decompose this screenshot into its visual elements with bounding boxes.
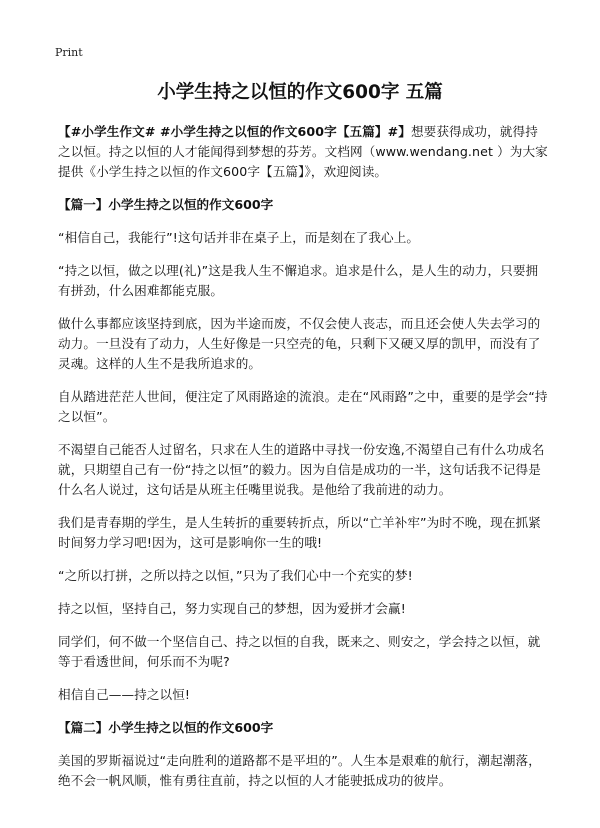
paragraph: 持之以恒，坚持自己，努力实现自己的梦想，因为爱拼才会赢! (58, 601, 406, 616)
paragraph: “之所以打拼，之所以持之以恒，”只为了我们心中一个充实的梦! (58, 568, 413, 583)
paragraph: 相信自己——持之以恒! (58, 687, 191, 702)
print-label[interactable]: Print (55, 46, 83, 59)
paragraph: 同学们，何不做一个坚信自己、持之以恒的自我，既来之、则安之，学会持之以恒，就等于看透世间，何乐而不为呢? (58, 634, 541, 669)
intro-paragraph (58, 122, 550, 182)
paragraph: 自从踏进茫茫人世间，便注定了风雨路途的流浪。走在“风雨路”之中，重要的是学会“持之以恒”。 (58, 389, 548, 424)
paragraph: 不渴望自己能否人过留名，只求在人生的道路中寻找一份安逸,不渴望自己有什么功成名就，只期望自己有一份“持之以恒”的毅力。因为自信是成功的一半，这句话我不记得是什么名人说过，这句话是从班主任嘴里说我。是他给了我前进的动力。 (58, 442, 545, 497)
paragraph: 我们是青春期的学生，是人生转折的重要转折点，所以“亡羊补牢”为时不晚，现在抓紧时间努力学习吧!因为，这可是影响你一生的哦! (58, 515, 541, 550)
section-heading-1: 【篇一】小学生持之以恒的作文600字 (58, 197, 274, 212)
section-heading-2: 【篇二】小学生持之以恒的作文600字 (58, 720, 274, 735)
intro-text: 想要获得成功，就得持之以恒。持之以恒的人才能闻得到梦想的芬芳。文档网（www.wendang.net ）为大家提供《小学生持之以恒的作文600字【五篇】》，欢迎阅读。 (58, 124, 548, 179)
document-title: 小学生持之以恒的作文600字 五篇 (157, 82, 443, 103)
intro-lead: 【#小学生作文# #小学生持之以恒的作文600字【五篇】#】 (58, 124, 411, 139)
paragraph: 美国的罗斯福说过“走向胜利的道路都不是平坦的”。人生本是艰难的航行，潮起潮落，绝不会一帆风顺，惟有勇往直前，持之以恒的人才能驶抵成功的彼岸。 (58, 753, 541, 788)
paragraph: “持之以恒，做之以理(礼)”这是我人生不懈追求。追求是什么，是人生的动力，只要拥有拼劲，什么困难都能克服。 (58, 263, 539, 298)
paragraph: “相信自己，我能行”!这句话并非在桌子上，而是刻在了我心上。 (58, 230, 420, 245)
paragraph: 做什么事都应该坚持到底，因为半途而废，不仅会使人丧志，而且还会使人失去学习的动力。一旦没有了动力，人生好像是一只空壳的龟，只剩下又硬又厚的凯甲，而没有了灵魂。这样的人生不是我所追求的。 (58, 316, 541, 371)
document-body (58, 122, 550, 804)
